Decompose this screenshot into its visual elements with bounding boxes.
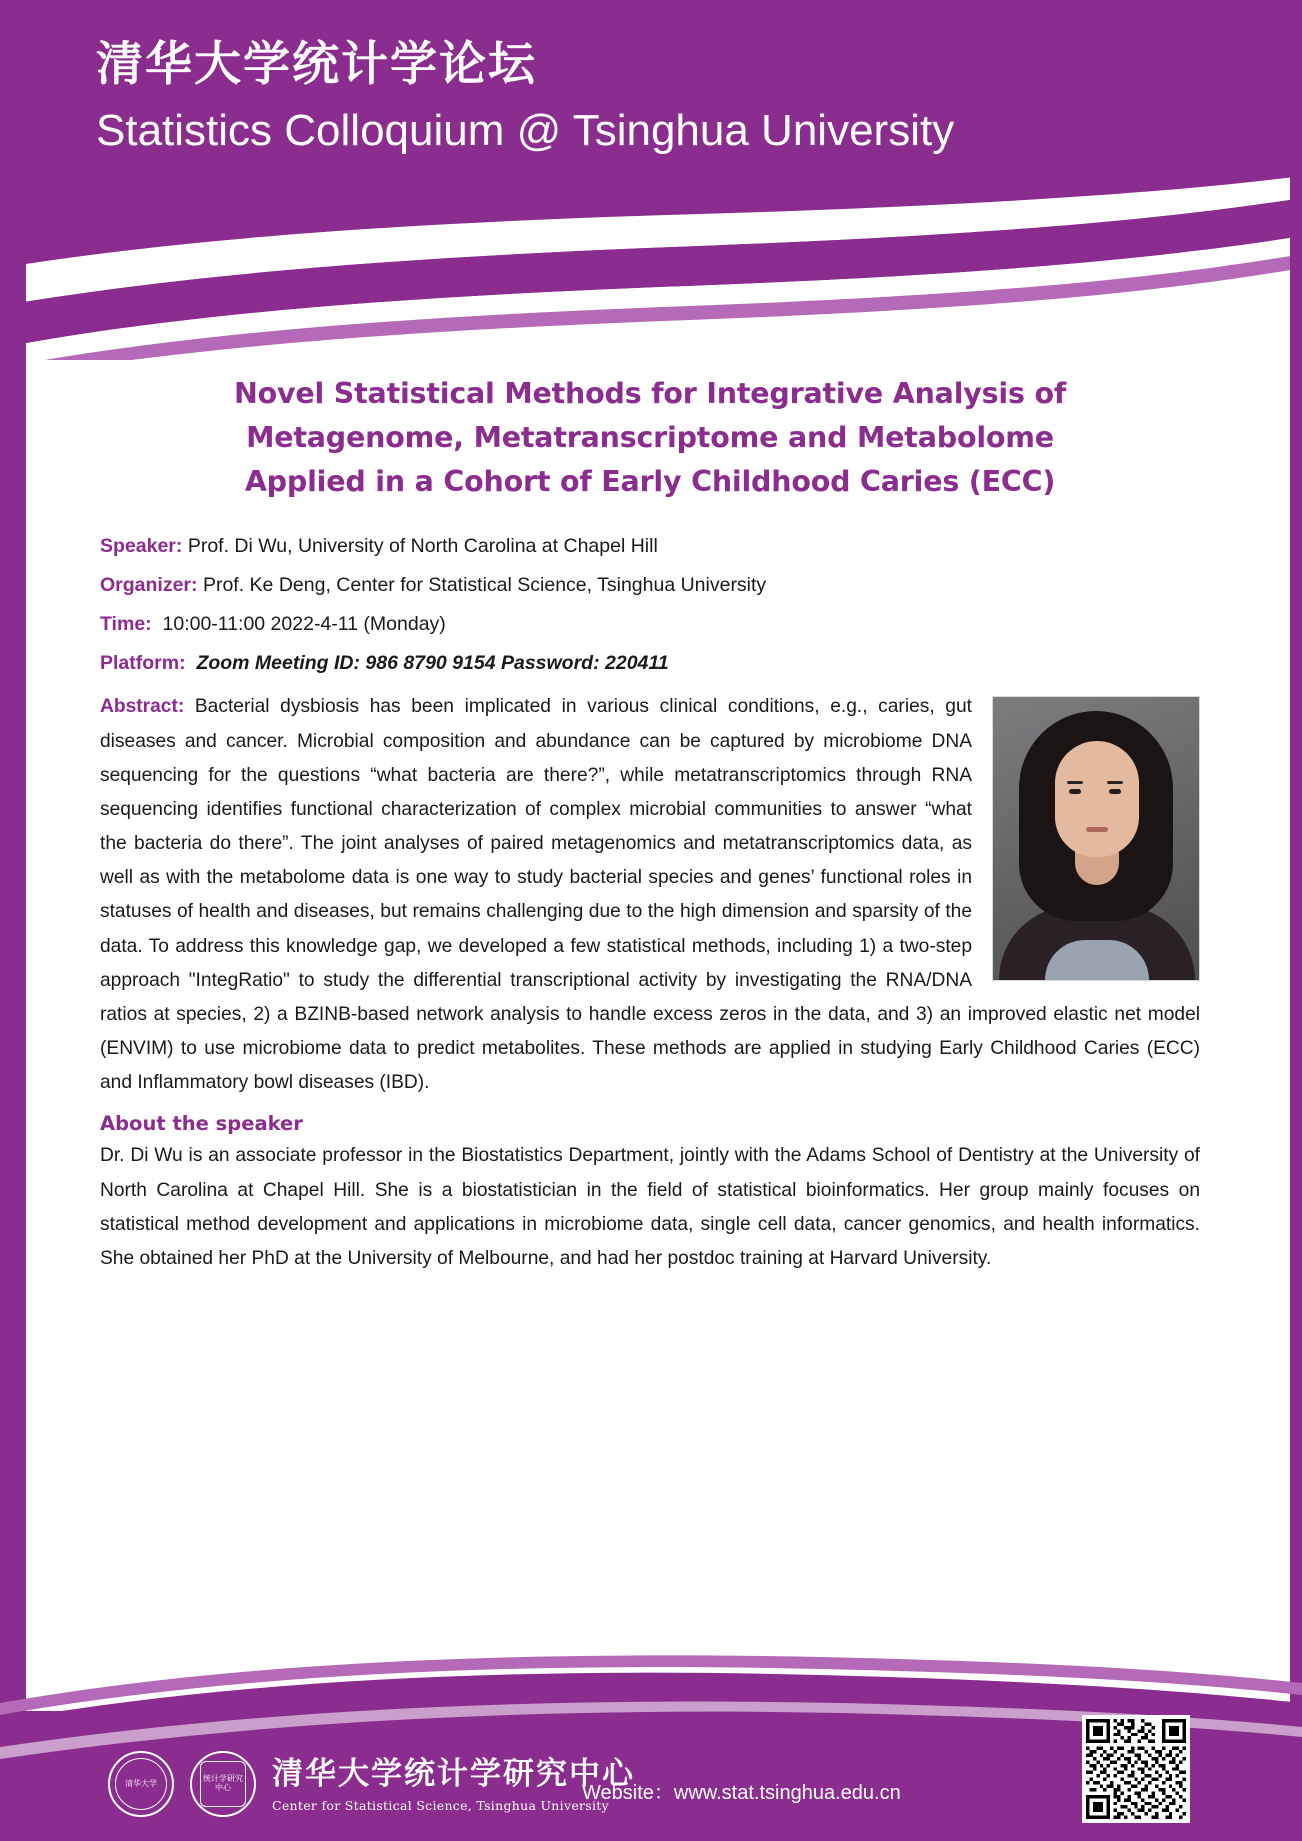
center-seal-text: 统计学研究中心 — [200, 1761, 246, 1807]
photo-eye-right — [1109, 789, 1121, 794]
footer-organization-chinese: 清华大学统计学研究中心 — [272, 1756, 635, 1792]
photo-brow-right — [1107, 781, 1123, 784]
speaker-value: Prof. Di Wu, University of North Carolina at Chapel Hill — [187, 534, 658, 557]
talk-title-line-3: Applied in a Cohort of Early Childhood Caries (ECC) — [244, 465, 1056, 499]
poster-header — [0, 0, 1302, 360]
center-seal-icon — [190, 1751, 256, 1817]
abstract-text: Bacterial dysbiosis has been implicated in various clinical conditions, e.g., caries, gut diseases and cancer. Microbial composition and abundance can be captured by microbiome DNA sequencing for the questions “what bacteria are there?”, while metatranscriptomics through RNA sequencing identifies functional characterization of complex microbial communities to answer “what the bacteria do there”. The joint analyses of paired metagenomics and metatranscriptomics data, as well as with the metabolome data is one way to study bacterial species and genes’ functional roles in statuses of health and diseases, but remains challenging due to the high dimension and sparsity of the data. To address this knowledge gap, we developed a few statistical methods, including 1) a two-step approach "IntegRatio" to study the differential transcriptional activity by investigating the RNA/DNA ratios at species, 2) a BZINB-based network analysis to handle excess zeros in the data, and 3) an improved elastic net model (ENVIM) to use microbiome data to predict metabolites. These methods are applied in studying Early Childhood Caries (ECC) and Inflammatory bowl diseases (IBD). — [100, 696, 1200, 1094]
time-label: Time: — [100, 612, 152, 635]
photo-face — [1055, 741, 1139, 857]
speaker-line — [100, 531, 1200, 561]
organizer-label: Organizer: — [100, 573, 198, 596]
poster-footer — [0, 1651, 1302, 1841]
speaker-photo — [992, 696, 1200, 981]
footer-organization-english: Center for Statistical Science, Tsinghua University — [272, 1798, 609, 1813]
footer-content — [0, 1711, 1302, 1841]
qr-code-icon — [1082, 1715, 1190, 1823]
time-value: 10:00-11:00 2022-4-11 (Monday) — [162, 612, 446, 635]
left-edge-strip — [0, 0, 26, 1841]
abstract-section — [100, 690, 1200, 1100]
speaker-label: Speaker: — [100, 534, 183, 557]
talk-title-line-2: Metagenome, Metatranscriptome and Metabolome — [246, 421, 1054, 455]
poster-body — [100, 372, 1200, 1276]
talk-title — [100, 372, 1200, 505]
tsinghua-seal-text: 清华大学 — [115, 1758, 167, 1810]
about-speaker-heading: About the speaker — [100, 1112, 303, 1136]
organizer-line — [100, 570, 1200, 600]
time-line — [100, 609, 1200, 639]
website-url: www.stat.tsinghua.edu.cn — [673, 1782, 901, 1804]
footer-website — [582, 1776, 901, 1805]
organizer-value: Prof. Ke Deng, Center for Statistical Science, Tsinghua University — [202, 573, 767, 596]
platform-value: Zoom Meeting ID: 986 8790 9154 Password: 220411 — [196, 652, 669, 675]
photo-eye-left — [1069, 789, 1081, 794]
tsinghua-seal-icon — [108, 1751, 174, 1817]
right-edge-strip — [1290, 0, 1302, 1841]
website-label: Website： — [582, 1782, 674, 1804]
talk-title-line-1: Novel Statistical Methods for Integrative Analysis of — [233, 377, 1067, 410]
platform-line — [100, 648, 1200, 678]
header-title-chinese: 清华大学统计学论坛 — [96, 37, 537, 92]
abstract-label: Abstract: — [100, 696, 185, 718]
about-speaker-text: Dr. Di Wu is an associate professor in the Biostatistics Department, jointly with the Adams School of Dentistry at the University of North Carolina at Chapel Hill. She is a biostatistician in the field of statistical bioinformatics. Her group mainly focuses on statistical method development and applications in microbiome data, single cell data, cancer genomics, and health informatics. She obtained her PhD at the University of Melbourne, and had her postdoc training at Harvard University. — [100, 1145, 1200, 1269]
platform-label: Platform: — [100, 652, 186, 675]
qr-code-svg — [1086, 1719, 1186, 1819]
header-title-english: Statistics Colloquium @ Tsinghua University — [96, 106, 955, 155]
photo-mouth — [1086, 827, 1108, 832]
photo-brow-left — [1067, 781, 1083, 784]
